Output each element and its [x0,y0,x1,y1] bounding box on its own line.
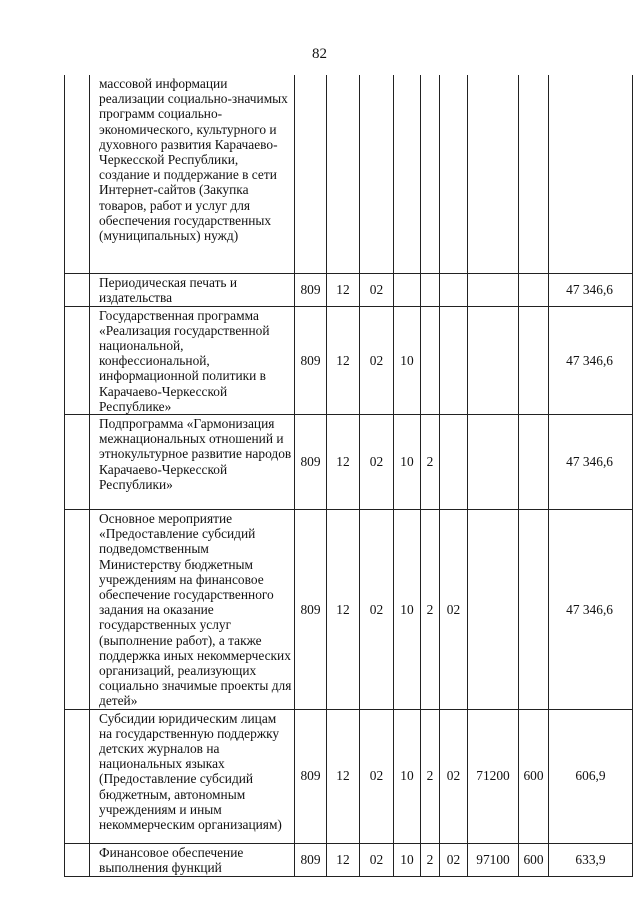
direction-code [468,509,519,709]
dept-code: 809 [295,709,327,843]
activity-code [440,414,468,509]
subsection-code: 02 [360,509,394,709]
table-row [65,414,633,509]
direction-code: 97100 [468,843,519,876]
row-index-cell [65,509,90,709]
section-code: 12 [327,273,360,306]
subsection-code: 02 [360,306,394,414]
subprogram-code: 2 [421,709,440,843]
item-name: Государственная программа «Реализация государственной национальной, конфессиональной, информационной политики в Карачаево-Черкесской Республике» [90,306,295,414]
activity-code: 02 [440,843,468,876]
expense-type-code [519,414,549,509]
program-code [394,75,421,273]
amount: 47 346,6 [549,509,633,709]
direction-code [468,414,519,509]
direction-code: 71200 [468,709,519,843]
expense-type-code [519,75,549,273]
dept-code: 809 [295,509,327,709]
section-code: 12 [327,843,360,876]
amount: 47 346,6 [549,273,633,306]
table-row [65,75,633,273]
dept-code: 809 [295,843,327,876]
expense-type-code: 600 [519,843,549,876]
amount [549,75,633,273]
subsection-code [360,75,394,273]
table-row [65,273,633,306]
item-name: Финансовое обеспечение выполнения функций [90,843,295,876]
budget-table [64,75,633,877]
expense-type-code: 600 [519,709,549,843]
subsection-code: 02 [360,273,394,306]
section-code: 12 [327,709,360,843]
program-code: 10 [394,709,421,843]
direction-code [468,75,519,273]
section-code: 12 [327,414,360,509]
amount: 47 346,6 [549,414,633,509]
amount: 606,9 [549,709,633,843]
dept-code: 809 [295,273,327,306]
program-code: 10 [394,509,421,709]
activity-code [440,75,468,273]
subsection-code: 02 [360,709,394,843]
subprogram-code: 2 [421,843,440,876]
expense-type-code [519,273,549,306]
section-code [327,75,360,273]
program-code [394,273,421,306]
amount: 47 346,6 [549,306,633,414]
program-code: 10 [394,843,421,876]
subprogram-code [421,273,440,306]
item-name: Субсидии юридическим лицам на государственную поддержку детских журналов на национальных языках (Предоставление субсидий бюджетным, автономным учреждениям и иным некоммерческим организациям) [90,709,295,843]
page-number: 82 [312,46,327,62]
activity-code [440,306,468,414]
table-row [65,843,633,876]
subprogram-code [421,75,440,273]
activity-code [440,273,468,306]
direction-code [468,306,519,414]
item-name: Основное мероприятие «Предоставление субсидий подведомственным Министерству бюджетным учреждениям на финансовое обеспечение государственного задания на оказание государственных услуг (выполнение работ), а также поддержка иных некоммерческих организаций, реализующих социально значимые проекты для детей» [90,509,295,709]
dept-code [295,75,327,273]
item-name: Подпрограмма «Гармонизация межнациональных отношений и этнокультурное развитие народов Карачаево-Черкесской Республики» [90,414,295,509]
section-code: 12 [327,306,360,414]
direction-code [468,273,519,306]
program-code: 10 [394,306,421,414]
subsection-code: 02 [360,843,394,876]
table-row [65,509,633,709]
row-index-cell [65,75,90,273]
activity-code: 02 [440,509,468,709]
activity-code: 02 [440,709,468,843]
expense-type-code [519,509,549,709]
subprogram-code: 2 [421,414,440,509]
item-name: массовой информации реализации социально-значимых программ социально-экономического, культурного и духовного развития Карачаево-Черкесской Республики, создание и поддержание в сети Интернет-сайтов (Закупка товаров, работ и услуг для обеспечения государственных (муниципальных) нужд) [90,75,295,273]
dept-code: 809 [295,414,327,509]
row-index-cell [65,414,90,509]
section-code: 12 [327,509,360,709]
row-index-cell [65,273,90,306]
subprogram-code [421,306,440,414]
dept-code: 809 [295,306,327,414]
program-code: 10 [394,414,421,509]
row-index-cell [65,306,90,414]
subprogram-code: 2 [421,509,440,709]
subsection-code: 02 [360,414,394,509]
row-index-cell [65,709,90,843]
expense-type-code [519,306,549,414]
table-row [65,306,633,414]
table-row [65,709,633,843]
row-index-cell [65,843,90,876]
item-name: Периодическая печать и издательства [90,273,295,306]
amount: 633,9 [549,843,633,876]
